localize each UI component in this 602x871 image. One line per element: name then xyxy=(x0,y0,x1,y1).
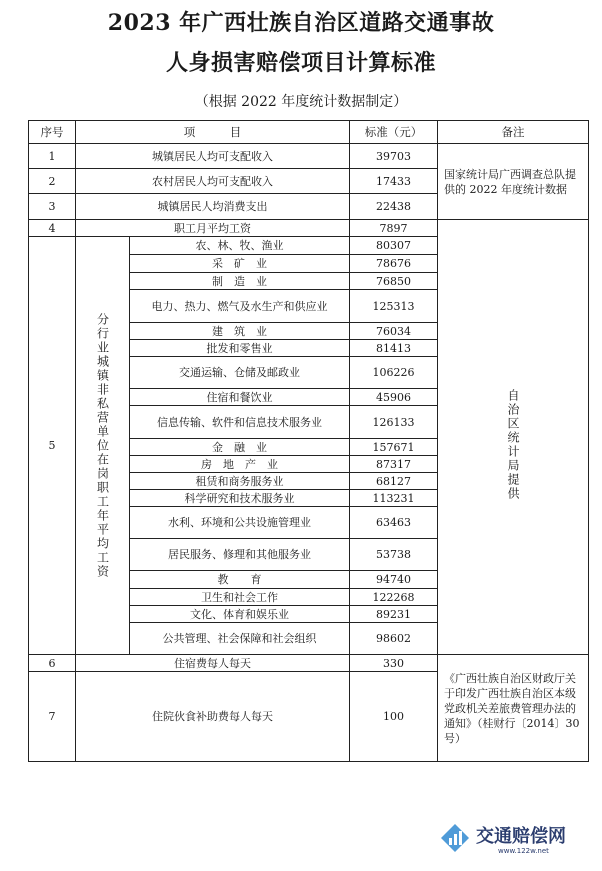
industry-value: 98602 xyxy=(350,623,438,655)
row-value: 100 xyxy=(350,672,438,762)
row-item: 住院伙食补助费每人每天 xyxy=(76,672,350,762)
row-item: 职工月平均工资 xyxy=(76,220,350,237)
industry-value: 94740 xyxy=(350,571,438,589)
industry-name: 房 地 产 业 xyxy=(130,456,350,473)
industry-value: 76034 xyxy=(350,323,438,340)
header-seq: 序号 xyxy=(29,121,76,144)
row-item: 农村居民人均可支配收入 xyxy=(76,169,350,194)
industry-row xyxy=(29,237,589,255)
industry-name: 电力、热力、燃气及水生产和供应业 xyxy=(130,290,350,323)
page-title-line2: 人身损害赔偿项目计算标准 xyxy=(165,50,436,76)
page-subtitle: （根据 2022 年度统计数据制定） xyxy=(194,94,408,110)
industry-name: 农、林、牧、渔业 xyxy=(130,237,350,255)
row-seq: 6 xyxy=(29,655,76,672)
watermark-url: www.122w.net xyxy=(498,847,549,855)
industry-name: 交通运输、仓储及邮政业 xyxy=(130,357,350,389)
industry-value: 63463 xyxy=(350,507,438,539)
header-standard: 标准（元） xyxy=(350,121,438,144)
industry-value: 125313 xyxy=(350,290,438,323)
remark-region-stats xyxy=(438,237,589,655)
watermark-logo xyxy=(440,819,590,861)
row-seq: 2 xyxy=(29,169,76,194)
industry-name: 住宿和餐饮业 xyxy=(130,389,350,406)
logo-icon xyxy=(440,823,470,853)
industry-name: 金 融 业 xyxy=(130,439,350,456)
page-title: 2023 年广西壮族自治区道路交通事故 xyxy=(107,10,495,36)
remark-travel-policy: 《广西壮族自治区财政厅关于印发广西壮族自治区本级党政机关差旅费管理办法的通知》（桂财行〔2014〕30 号） xyxy=(438,655,589,762)
row-item: 住宿费每人每天 xyxy=(76,655,350,672)
industry-name: 采 矿 业 xyxy=(130,255,350,273)
row-seq: 1 xyxy=(29,144,76,169)
industry-category-label: 分行业城镇非私营单位在岗职工年平均工资 xyxy=(95,312,110,579)
row-seq: 4 xyxy=(29,220,76,237)
table-header-row xyxy=(29,121,589,144)
industry-category-cell xyxy=(76,237,130,655)
industry-value: 45906 xyxy=(350,389,438,406)
industry-value: 157671 xyxy=(350,439,438,456)
industry-name: 水利、环境和公共设施管理业 xyxy=(130,507,350,539)
industry-value: 81413 xyxy=(350,340,438,357)
table-row xyxy=(29,655,589,672)
row-item: 城镇居民人均消费支出 xyxy=(76,194,350,220)
row-value: 22438 xyxy=(350,194,438,220)
row-value: 17433 xyxy=(350,169,438,194)
watermark-name: 交通赔偿网 xyxy=(476,826,566,847)
industry-value: 68127 xyxy=(350,473,438,490)
industry-value: 122268 xyxy=(350,589,438,606)
industry-name: 公共管理、社会保障和社会组织 xyxy=(130,623,350,655)
industry-name: 租赁和商务服务业 xyxy=(130,473,350,490)
industry-name: 居民服务、修理和其他服务业 xyxy=(130,539,350,571)
row-value: 330 xyxy=(350,655,438,672)
industry-name: 文化、体育和娱乐业 xyxy=(130,606,350,623)
table-row xyxy=(29,144,589,169)
industry-value: 87317 xyxy=(350,456,438,473)
industry-name: 科学研究和技术服务业 xyxy=(130,490,350,507)
industry-value: 80307 xyxy=(350,237,438,255)
industry-name: 批发和零售业 xyxy=(130,340,350,357)
standards-table xyxy=(28,120,589,762)
row-seq: 7 xyxy=(29,672,76,762)
industry-name: 信息传输、软件和信息技术服务业 xyxy=(130,406,350,439)
industry-value: 89231 xyxy=(350,606,438,623)
industry-name: 建 筑 业 xyxy=(130,323,350,340)
row-value: 7897 xyxy=(350,220,438,237)
row-value: 39703 xyxy=(350,144,438,169)
remark-region-stats-label: 自治区统计局提供 xyxy=(506,389,520,502)
industry-value: 53738 xyxy=(350,539,438,571)
industry-value: 78676 xyxy=(350,255,438,273)
remark-stats-bureau: 国家统计局广西调查总队提供的 2022 年度统计数据 xyxy=(438,144,589,220)
industry-value: 106226 xyxy=(350,357,438,389)
industry-value: 126133 xyxy=(350,406,438,439)
remark-blank xyxy=(438,220,589,237)
industry-value: 113231 xyxy=(350,490,438,507)
row-seq: 5 xyxy=(29,237,76,655)
row-seq: 3 xyxy=(29,194,76,220)
header-item: 项 目 xyxy=(76,121,350,144)
industry-name: 教 育 xyxy=(130,571,350,589)
industry-value: 76850 xyxy=(350,273,438,290)
industry-name: 制 造 业 xyxy=(130,273,350,290)
row-item: 城镇居民人均可支配收入 xyxy=(76,144,350,169)
table-row xyxy=(29,220,589,237)
industry-name: 卫生和社会工作 xyxy=(130,589,350,606)
header-remark: 备注 xyxy=(438,121,589,144)
